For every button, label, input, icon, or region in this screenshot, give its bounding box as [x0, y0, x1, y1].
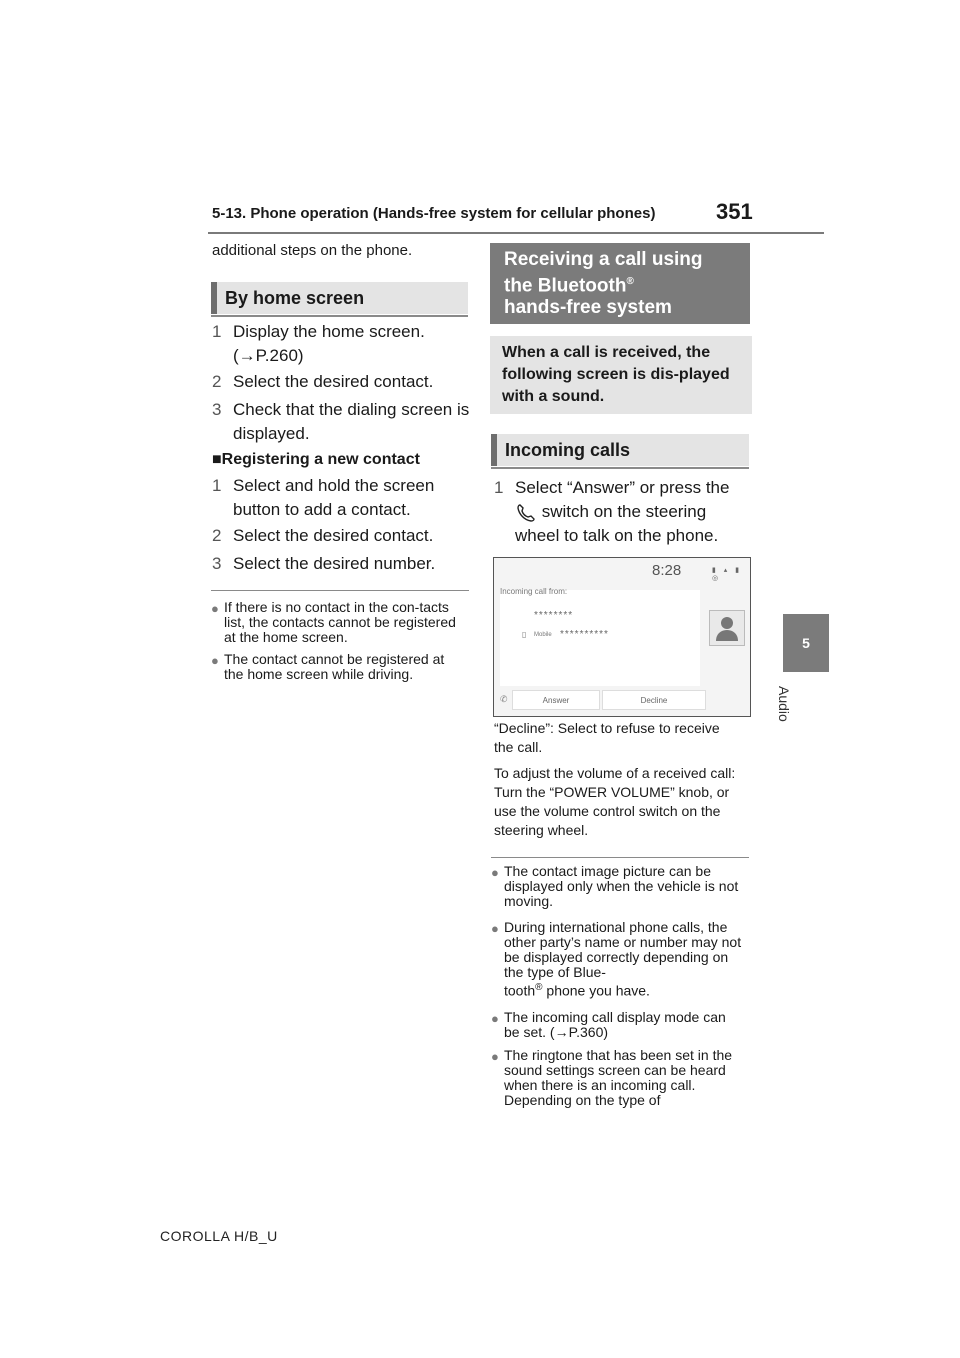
registered-mark: ® [626, 276, 634, 287]
step-text [515, 476, 755, 548]
note-item [491, 864, 749, 910]
volume-description: To adjust the volume of a received call: Turn the “POWER VOLUME” knob, or use the volume control switch on the steering wheel. [494, 765, 736, 838]
bullet-icon: ● [491, 921, 499, 936]
step-number: 2 [212, 372, 222, 391]
step-text: Select the desired contact. [233, 526, 434, 545]
step-text-line: switch on the steering [541, 502, 707, 521]
note-item [491, 1010, 749, 1042]
note-item [491, 920, 749, 1002]
step-number: 1 [494, 478, 504, 497]
caller-name: ******** [534, 610, 574, 621]
contact-avatar [709, 610, 745, 646]
footer-model: COROLLA H/B_U [160, 1228, 278, 1244]
header-divider [208, 232, 824, 234]
chapter-tab: 5 [783, 614, 829, 672]
step-text: Check that the dialing screen is displayed. [233, 400, 470, 443]
note-text: The incoming call display mode can be set. (→P.360) [504, 1009, 726, 1040]
note-item [211, 600, 469, 646]
info-box: When a call is received, the following screen is dis-played with a sound. [490, 336, 752, 414]
bullet-icon: ● [211, 653, 219, 668]
note-text-tail: phone you have. [542, 982, 650, 999]
bullet-icon: ● [211, 601, 219, 616]
step-number: 1 [212, 322, 222, 341]
step-text [233, 320, 473, 368]
page-number: 351 [716, 199, 753, 224]
chapter-label: Audio [776, 686, 792, 722]
note-text: The ringtone that has been set in the sound settings screen can be heard when there is an incoming call. Depending on the type of [504, 1047, 733, 1108]
step-number: 3 [212, 400, 222, 419]
step-number: 1 [212, 476, 222, 495]
decline-description: “Decline”: Select to refuse to receive the call. [494, 720, 720, 755]
phone-icon: ✆ [500, 694, 508, 704]
mobile-icon: ▯ [522, 630, 527, 639]
step-text: Select the desired contact. [233, 372, 434, 391]
registered-mark: ® [535, 982, 543, 993]
incoming-label: Incoming call from: [500, 587, 568, 596]
section-title: 5-13. Phone operation (Hands-free system for cellular phones) [212, 205, 656, 222]
step-item [494, 476, 756, 552]
note-text: The contact image picture can be displayed only when the vehicle is not moving. [504, 863, 739, 909]
step-item [212, 552, 474, 576]
by-home-screen-heading: By home screen [211, 282, 468, 314]
step-text-line: Select “Answer” or press the [515, 478, 730, 497]
incoming-call-screen [493, 557, 751, 717]
step-text: Select and hold the screen button to add a contact. [233, 476, 435, 519]
status-icons: ▮ ▴ ▮ ◎ [712, 567, 743, 582]
decline-button: Decline [602, 690, 706, 710]
step-item [212, 320, 474, 368]
clock: 8:28 [652, 562, 682, 579]
bullet-icon: ● [491, 1011, 499, 1026]
registering-subheading: ■Registering a new contact [212, 451, 420, 468]
caller-number: ********** [560, 629, 609, 640]
bullet-icon: ● [491, 865, 499, 880]
bullet-icon: ● [491, 1049, 499, 1064]
notes-divider [491, 857, 749, 858]
note-text-main: During international phone calls, the other party’s name or number may not be displayed correctly depending on the type of Blue- [504, 919, 742, 980]
intro-text: additional steps on the phone. [212, 242, 413, 259]
note-text-tail: tooth [504, 982, 536, 999]
step-number: 2 [212, 526, 222, 545]
heading-line: hands-free system [504, 297, 672, 319]
answer-button: Answer [512, 690, 600, 710]
page-reference: (→P.260) [233, 346, 304, 365]
mobile-label: Mobile [534, 632, 552, 638]
note-item [491, 1048, 749, 1112]
phone-switch-icon [515, 502, 537, 524]
note-text: The contact cannot be registered at the home screen while driving. [224, 651, 445, 682]
step-item [212, 474, 474, 522]
step-number: 3 [212, 554, 222, 573]
incoming-calls-heading: Incoming calls [491, 434, 749, 466]
notes-divider [211, 590, 469, 591]
step-item [212, 524, 474, 548]
step-item [212, 370, 474, 394]
note-text [504, 920, 744, 999]
step-text-line: wheel to talk on the phone. [515, 526, 719, 545]
step-text: Select the desired number. [233, 554, 436, 573]
step-text-main: Display the home screen. [233, 322, 425, 341]
note-item [211, 652, 469, 684]
note-text: If there is no contact in the con-tacts list, the contacts cannot be registered at the home screen. [224, 599, 456, 645]
step-item [212, 398, 474, 446]
heading-line: the Bluetooth [504, 275, 627, 297]
receiving-call-heading [490, 243, 750, 324]
heading-line: Receiving a call using [504, 249, 703, 270]
